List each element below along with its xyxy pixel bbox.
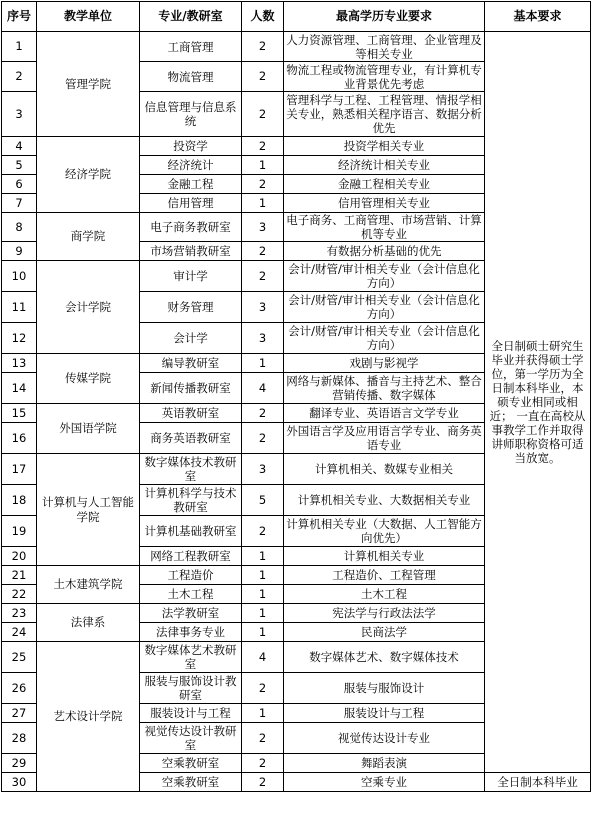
count-cell: 2 (242, 175, 284, 194)
major-cell: 财务管理 (140, 292, 242, 323)
seq-cell: 30 (2, 773, 37, 792)
degree-req-cell: 信用管理相关专业 (284, 194, 485, 213)
major-cell: 投资学 (140, 137, 242, 156)
count-cell: 2 (242, 673, 284, 704)
header-degree-req: 最高学历专业要求 (284, 2, 485, 32)
degree-req-cell: 视觉传达设计专业 (284, 723, 485, 754)
seq-cell: 7 (2, 194, 37, 213)
count-cell: 2 (242, 261, 284, 292)
seq-cell: 9 (2, 242, 37, 261)
count-cell: 2 (242, 423, 284, 454)
dept-cell: 外国语学院 (37, 404, 140, 454)
degree-req-cell: 人力资源管理、工商管理、企业管理及等相关专业 (284, 32, 485, 62)
count-cell: 3 (242, 292, 284, 323)
header-count: 人数 (242, 2, 284, 32)
major-cell: 金融工程 (140, 175, 242, 194)
seq-cell: 11 (2, 292, 37, 323)
major-cell: 计算机基础教研室 (140, 516, 242, 547)
count-cell: 1 (242, 623, 284, 642)
degree-req-cell: 会计/财管/审计相关专业（会计信息化方向） (284, 323, 485, 354)
major-cell: 网络工程教研室 (140, 547, 242, 566)
degree-req-cell: 民商法学 (284, 623, 485, 642)
degree-req-cell: 服装设计与工程 (284, 704, 485, 723)
table-row (2, 32, 591, 62)
seq-cell: 29 (2, 754, 37, 773)
seq-cell: 6 (2, 175, 37, 194)
degree-req-cell: 宪法学与行政法法学 (284, 604, 485, 623)
degree-req-cell: 戏剧与影视学 (284, 354, 485, 373)
dept-cell: 管理学院 (37, 32, 140, 137)
count-cell: 2 (242, 137, 284, 156)
count-cell: 3 (242, 323, 284, 354)
major-cell: 空乘教研室 (140, 754, 242, 773)
seq-cell: 25 (2, 642, 37, 673)
count-cell: 2 (242, 92, 284, 137)
count-cell: 2 (242, 773, 284, 792)
header-dept: 教学单位 (37, 2, 140, 32)
dept-cell: 商学院 (37, 213, 140, 261)
major-cell: 空乘教研室 (140, 773, 242, 792)
degree-req-cell: 计算机相关专业（大数据、人工智能方向优先） (284, 516, 485, 547)
dept-cell: 传媒学院 (37, 354, 140, 404)
degree-req-cell: 物流工程或物流管理专业，有计算机专业背景优先考虑 (284, 62, 485, 92)
dept-cell: 艺术设计学院 (37, 642, 140, 792)
degree-req-cell: 土木工程 (284, 585, 485, 604)
degree-req-cell: 有数据分析基础的优先 (284, 242, 485, 261)
header-row (2, 2, 591, 32)
count-cell: 2 (242, 32, 284, 62)
count-cell: 1 (242, 566, 284, 585)
seq-cell: 8 (2, 213, 37, 242)
degree-req-cell: 翻译专业、英语语言文学专业 (284, 404, 485, 423)
major-cell: 会计学 (140, 323, 242, 354)
major-cell: 土木工程 (140, 585, 242, 604)
seq-cell: 23 (2, 604, 37, 623)
seq-cell: 24 (2, 623, 37, 642)
major-cell: 电子商务教研室 (140, 213, 242, 242)
header-basic-req: 基本要求 (485, 2, 591, 32)
count-cell: 2 (242, 723, 284, 754)
header-major: 专业/教研室 (140, 2, 242, 32)
seq-cell: 28 (2, 723, 37, 754)
count-cell: 4 (242, 642, 284, 673)
major-cell: 工商管理 (140, 32, 242, 62)
major-cell: 法律事务专业 (140, 623, 242, 642)
dept-cell: 法律系 (37, 604, 140, 642)
seq-cell: 15 (2, 404, 37, 423)
major-cell: 英语教研室 (140, 404, 242, 423)
degree-req-cell: 投资学相关专业 (284, 137, 485, 156)
dept-cell: 经济学院 (37, 137, 140, 213)
degree-req-cell: 计算机相关、数媒专业相关 (284, 454, 485, 485)
major-cell: 服装与服饰设计教研室 (140, 673, 242, 704)
count-cell: 2 (242, 242, 284, 261)
seq-cell: 16 (2, 423, 37, 454)
major-cell: 新闻传播教研室 (140, 373, 242, 404)
count-cell: 3 (242, 213, 284, 242)
degree-req-cell: 经济统计相关专业 (284, 156, 485, 175)
major-cell: 信用管理 (140, 194, 242, 213)
seq-cell: 21 (2, 566, 37, 585)
count-cell: 1 (242, 704, 284, 723)
seq-cell: 13 (2, 354, 37, 373)
degree-req-cell: 工程造价、工程管理 (284, 566, 485, 585)
degree-req-cell: 金融工程相关专业 (284, 175, 485, 194)
count-cell: 4 (242, 373, 284, 404)
recruitment-table (1, 1, 591, 792)
seq-cell: 17 (2, 454, 37, 485)
major-cell: 经济统计 (140, 156, 242, 175)
dept-cell: 土木建筑学院 (37, 566, 140, 604)
major-cell: 法学教研室 (140, 604, 242, 623)
count-cell: 2 (242, 404, 284, 423)
seq-cell: 12 (2, 323, 37, 354)
count-cell: 5 (242, 485, 284, 516)
degree-req-cell: 会计/财管/审计相关专业（会计信息化方向） (284, 261, 485, 292)
header-seq: 序号 (2, 2, 37, 32)
count-cell: 1 (242, 354, 284, 373)
seq-cell: 5 (2, 156, 37, 175)
major-cell: 服装设计与工程 (140, 704, 242, 723)
major-cell: 商务英语教研室 (140, 423, 242, 454)
seq-cell: 22 (2, 585, 37, 604)
seq-cell: 27 (2, 704, 37, 723)
degree-req-cell: 网络与新媒体、播音与主持艺术、整合营销传播、数字媒体 (284, 373, 485, 404)
major-cell: 数字媒体技术教研室 (140, 454, 242, 485)
seq-cell: 18 (2, 485, 37, 516)
degree-req-cell: 管理科学与工程、工程管理、情报学相关专业，熟悉相关程序语言、数据分析优先 (284, 92, 485, 137)
seq-cell: 19 (2, 516, 37, 547)
degree-req-cell: 舞蹈表演 (284, 754, 485, 773)
major-cell: 编导教研室 (140, 354, 242, 373)
degree-req-cell: 数字媒体艺术、数字媒体技术 (284, 642, 485, 673)
major-cell: 工程造价 (140, 566, 242, 585)
dept-cell: 计算机与人工智能学院 (37, 454, 140, 566)
count-cell: 3 (242, 454, 284, 485)
degree-req-cell: 外国语言学及应用语言学专业、商务英语专业 (284, 423, 485, 454)
seq-cell: 1 (2, 32, 37, 62)
degree-req-cell: 计算机相关专业、大数据相关专业 (284, 485, 485, 516)
major-cell: 计算机科学与技术教研室 (140, 485, 242, 516)
degree-req-cell: 会计/财管/审计相关专业（会计信息化方向） (284, 292, 485, 323)
count-cell: 1 (242, 194, 284, 213)
dept-cell: 会计学院 (37, 261, 140, 354)
count-cell: 2 (242, 516, 284, 547)
degree-req-cell: 空乘专业 (284, 773, 485, 792)
degree-req-cell: 服装与服饰设计 (284, 673, 485, 704)
major-cell: 数字媒体艺术教研室 (140, 642, 242, 673)
count-cell: 1 (242, 585, 284, 604)
major-cell: 物流管理 (140, 62, 242, 92)
major-cell: 信息管理与信息系统 (140, 92, 242, 137)
major-cell: 市场营销教研室 (140, 242, 242, 261)
count-cell: 1 (242, 604, 284, 623)
degree-req-cell: 计算机相关专业 (284, 547, 485, 566)
count-cell: 2 (242, 754, 284, 773)
seq-cell: 14 (2, 373, 37, 404)
seq-cell: 10 (2, 261, 37, 292)
seq-cell: 3 (2, 92, 37, 137)
major-cell: 视觉传达设计教研室 (140, 723, 242, 754)
seq-cell: 4 (2, 137, 37, 156)
count-cell: 1 (242, 547, 284, 566)
degree-req-cell: 电子商务、工商管理、市场营销、计算机等专业 (284, 213, 485, 242)
basic-req-cell-last: 全日制本科毕业 (485, 773, 591, 792)
major-cell: 审计学 (140, 261, 242, 292)
count-cell: 1 (242, 156, 284, 175)
count-cell: 2 (242, 62, 284, 92)
seq-cell: 26 (2, 673, 37, 704)
basic-req-cell: 全日制硕士研究生毕业并获得硕士学位，第一学历为全日制本科毕业，本硕专业相同或相近； 一直在高校从事教学工作并取得讲师职称资格可适当放宽。 (485, 32, 591, 773)
seq-cell: 2 (2, 62, 37, 92)
seq-cell: 20 (2, 547, 37, 566)
